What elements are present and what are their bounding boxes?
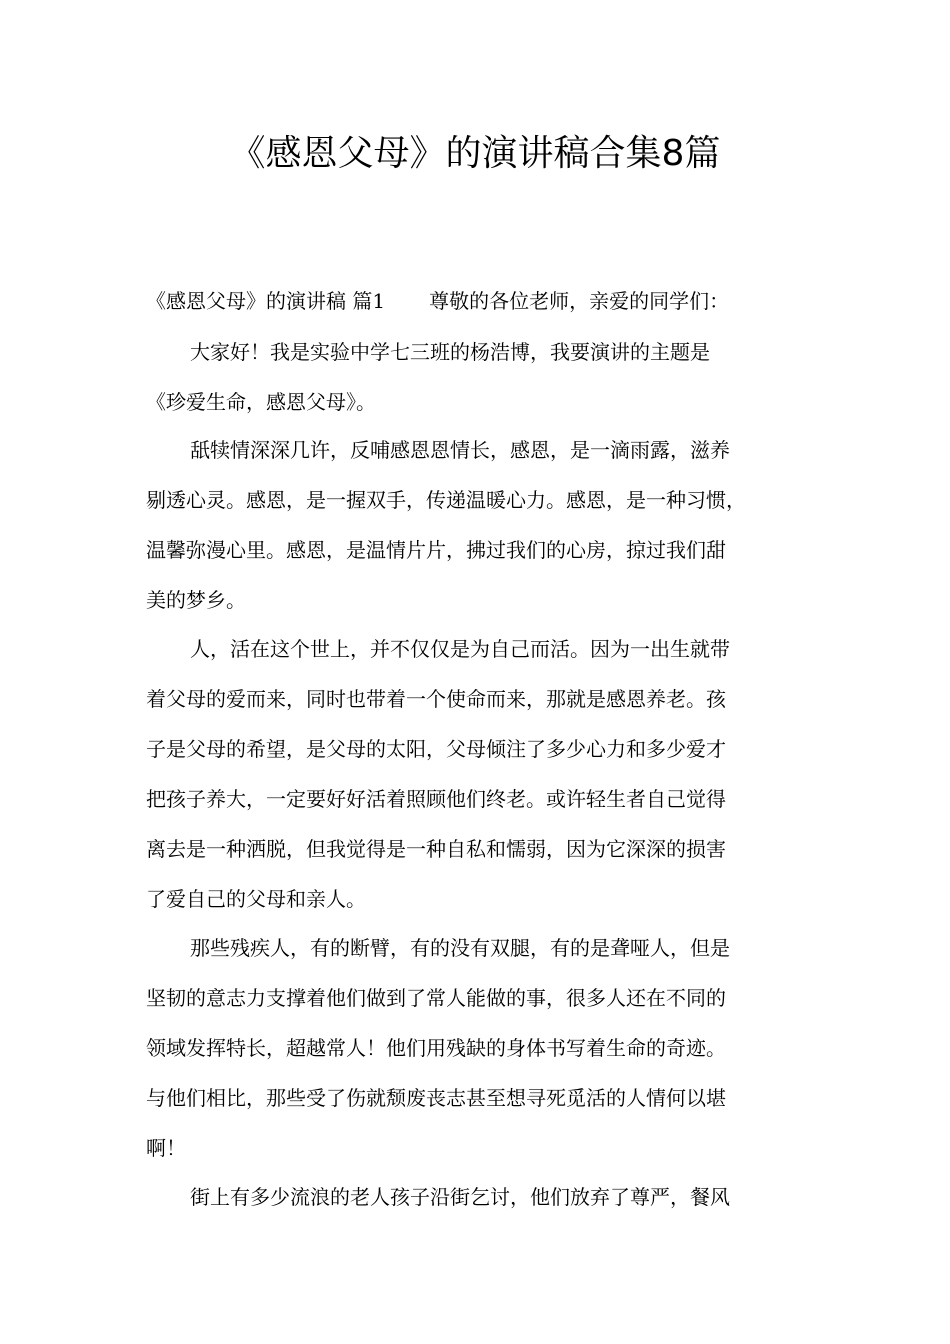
text-line: 剔透心灵。感恩，是一握双手，传递温暖心力。感恩，是一种习惯，: [146, 488, 746, 512]
text-line: 那些残疾人，有的断臂，有的没有双腿，有的是聋哑人，但是: [190, 936, 730, 960]
text-line: 领域发挥特长，超越常人！他们用残缺的身体书写着生命的奇迹。: [146, 1036, 726, 1060]
salutation: 尊敬的各位老师，亲爱的同学们：: [429, 289, 730, 313]
text-line: 《珍爱生命，感恩父母》。: [146, 390, 376, 414]
text-line: 坚韧的意志力支撑着他们做到了常人能做的事，很多人还在不同的: [146, 986, 726, 1010]
text-line: 大家好！我是实验中学七三班的杨浩博，我要演讲的主题是: [190, 340, 710, 364]
text-line: 子是父母的希望，是父母的太阳，父母倾注了多少心力和多少爱才: [146, 737, 726, 761]
text-line: 温馨弥漫心里。感恩，是温情片片，拂过我们的心房，掠过我们甜: [146, 538, 726, 562]
first-line: [146, 286, 826, 316]
text-line: 把孩子养大，一定要好好活着照顾他们终老。或许轻生者自己觉得: [146, 787, 726, 811]
document-title: 《感恩父母》的演讲稿合集8篇: [229, 133, 721, 174]
text-line: 离去是一种洒脱，但我觉得是一种自私和懦弱，因为它深深的损害: [146, 837, 726, 861]
text-line: 与他们相比，那些受了伤就颓废丧志甚至想寻死觅活的人情何以堪: [146, 1086, 726, 1110]
text-line: 着父母的爱而来，同时也带着一个使命而来，那就是感恩养老。孩: [146, 687, 726, 711]
text-line: 啊！: [146, 1136, 186, 1160]
text-line: 街上有多少流浪的老人孩子沿街乞讨，他们放弃了尊严，餐风: [190, 1185, 730, 1209]
section-heading: 《感恩父母》的演讲稿 篇1: [146, 289, 386, 313]
text-line: 人，活在这个世上，并不仅仅是为自己而活。因为一出生就带: [190, 637, 730, 661]
text-line: 舐犊情深深几许，反哺感恩恩情长，感恩，是一滴雨露，滋养: [190, 438, 730, 462]
text-line: 了爱自己的父母和亲人。: [146, 887, 366, 911]
text-line: 美的梦乡。: [146, 588, 246, 612]
